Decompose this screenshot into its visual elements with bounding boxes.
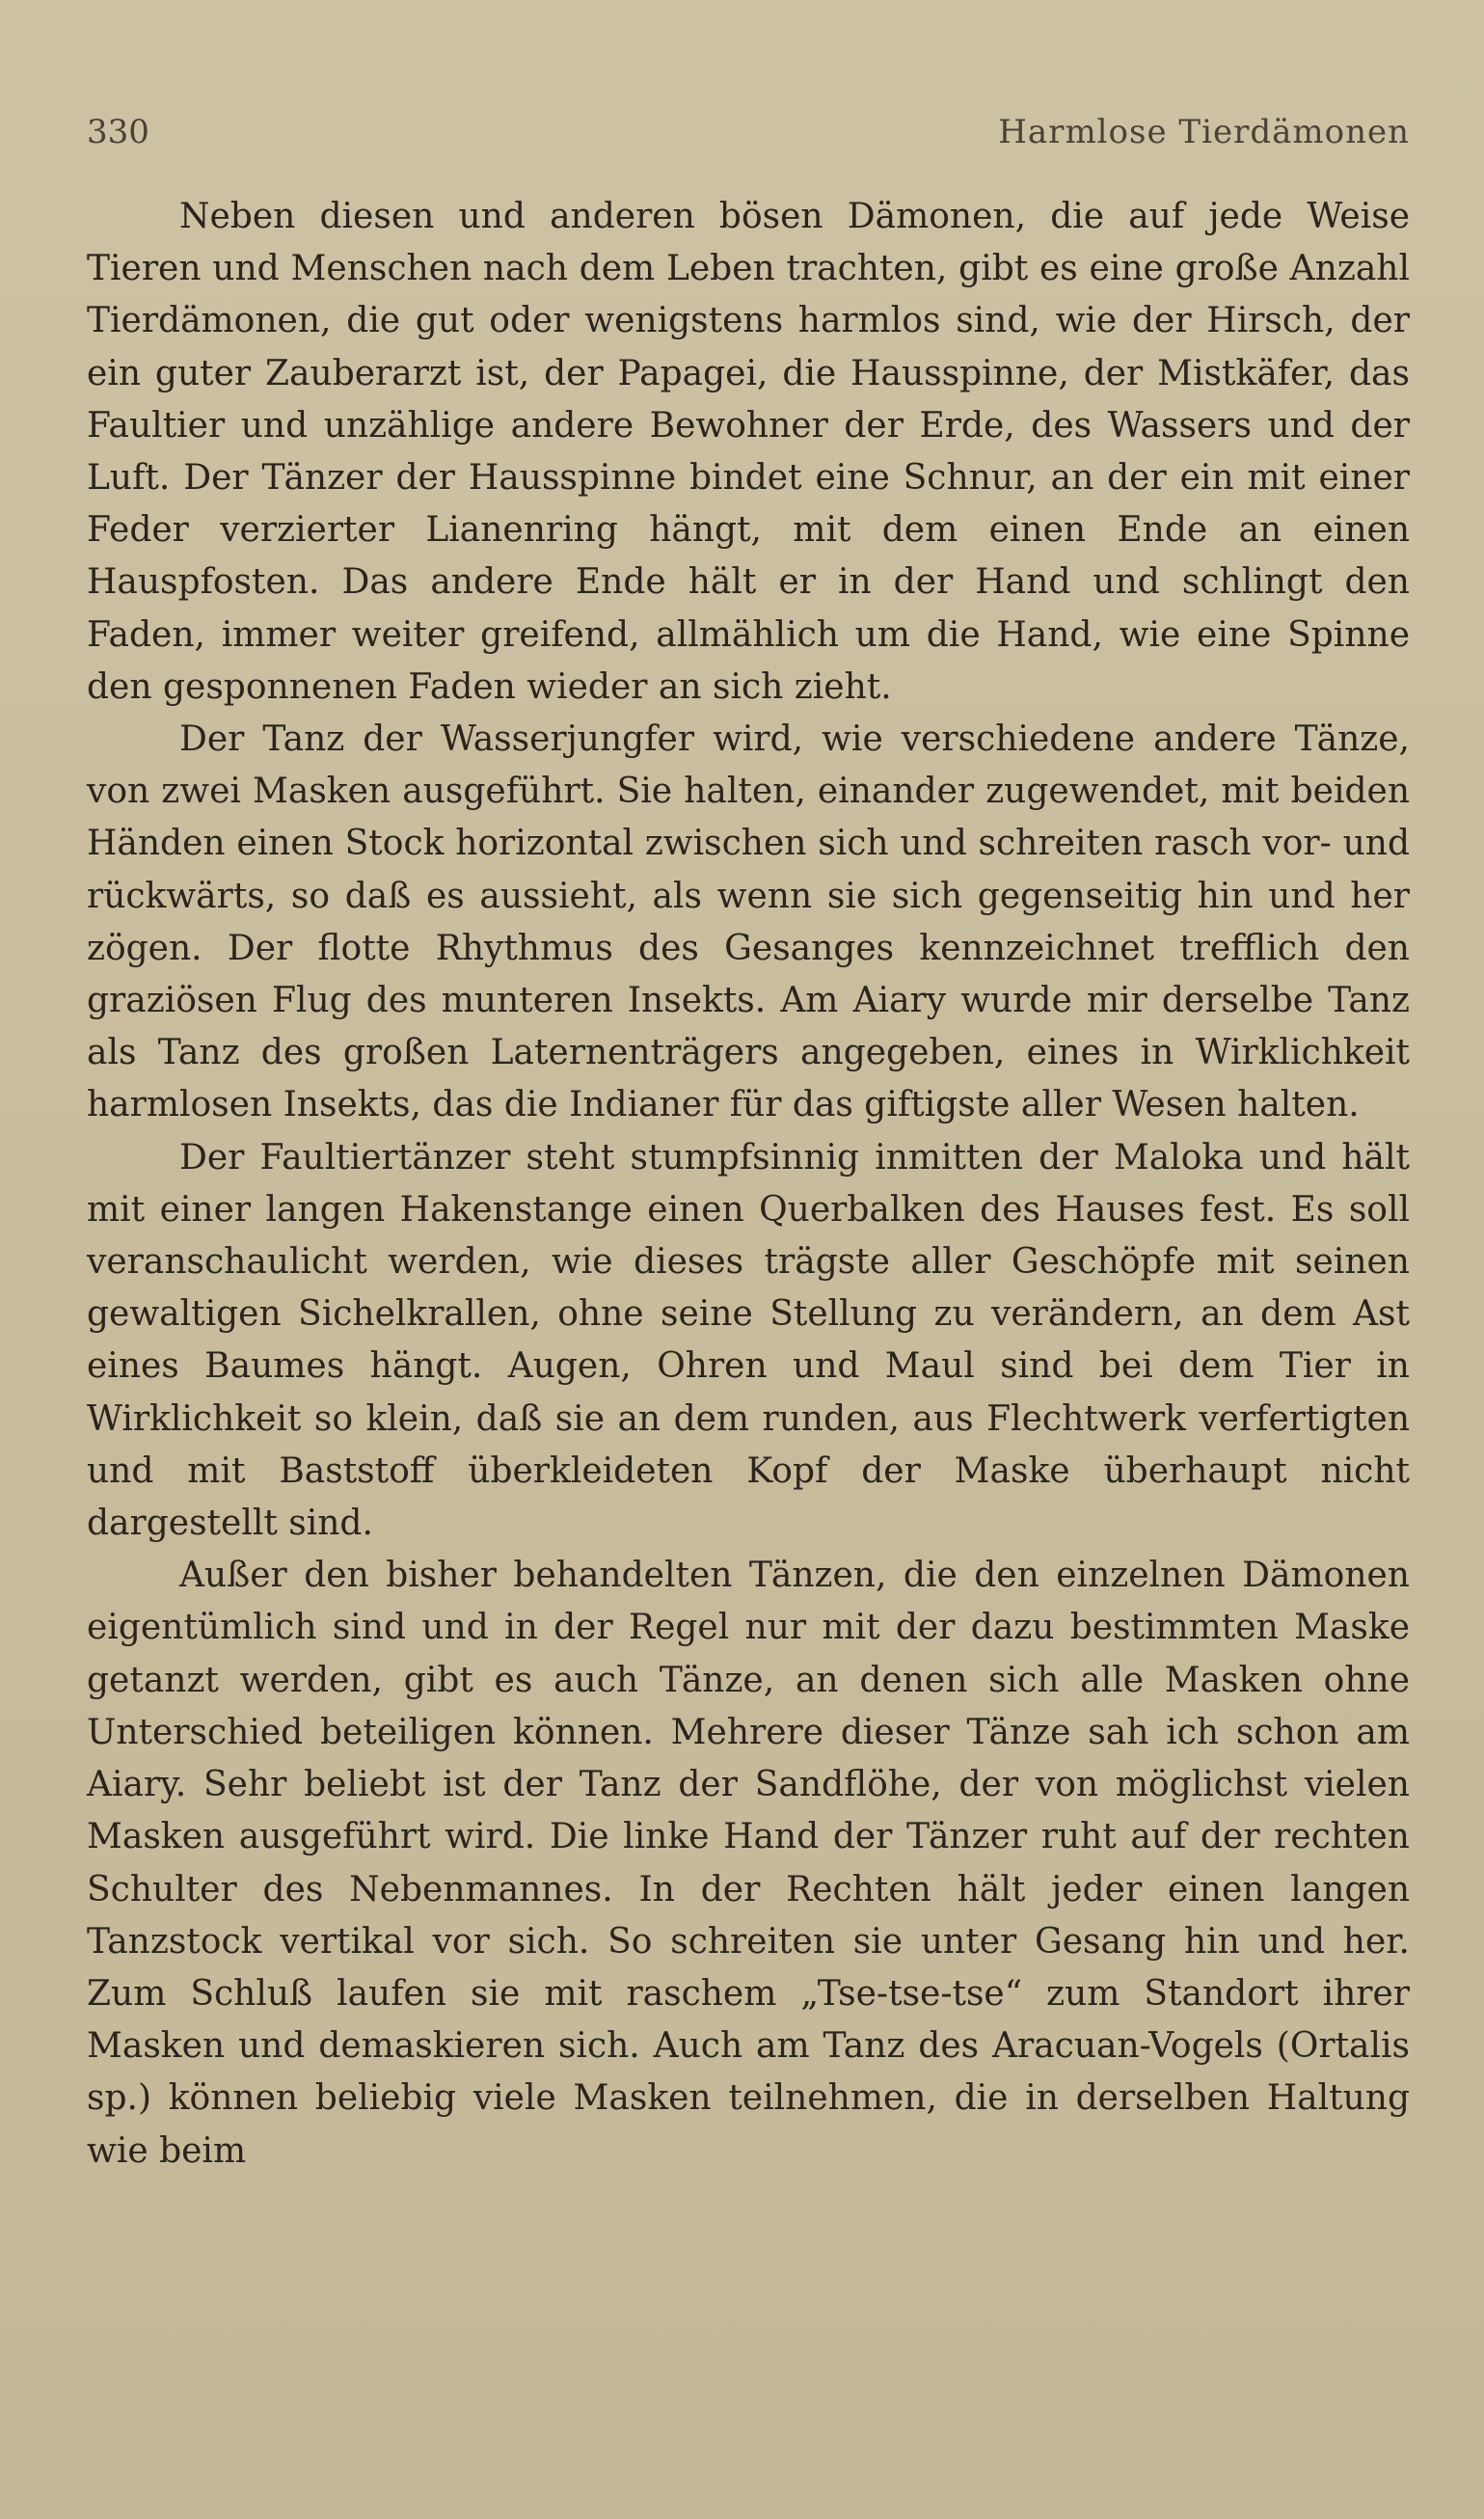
paragraph: Der Faultiertänzer steht stumpfsinnig inmitten der Maloka und hält mit einer langen Hakenstange einen Querbalken des Hauses fest. Es soll veranschaulicht werden, wie dieses trägste aller Geschöpfe mit seinen gewaltigen Sichelkrallen, ohne seine Stellung zu verändern, an dem Ast eines Baumes hängt. Augen, Ohren und Maul sind bei dem Tier in Wirklichkeit so klein, daß sie an dem runden, aus Flechtwerk verfertigten und mit Baststoff überkleideten Kopf der Maske überhaupt nicht dargestellt sind. (87, 1137, 1410, 1544)
running-title: Harmlose Tierdämonen (998, 113, 1410, 151)
page-header (87, 108, 1410, 156)
paragraph: Außer den bisher behandelten Tänzen, die den einzelnen Dämonen eigentümlich sind und in der Regel nur mit der dazu bestimmten Maske getanzt werden, gibt es auch Tänze, an denen sich alle Masken ohne Unterschied beteiligen können. Mehrere dieser Tänze sah ich schon am Aiary. Sehr beliebt ist der Tanz der Sandflöhe, der von möglichst vielen Masken ausgeführt wird. Die linke Hand der Tänzer ruht auf der rechten Schulter des Nebenmannes. In der Rechten hält jeder einen langen Tanzstock vertikal vor sich. So schreiten sie unter Gesang hin und her. Zum Schluß laufen sie mit raschem „Tse-tse-tse“ zum Standort ihrer Masken und demaskieren sich. Auch am Tanz des Aracuan-Vogels (Ortalis sp.) können beliebig viele Masken teilnehmen, die in derselben Haltung wie beim (87, 1556, 1410, 2171)
paragraph: Neben diesen und anderen bösen Dämonen, die auf jede Weise Tieren und Menschen nach dem Leben trachten, gibt es eine große Anzahl Tierdämonen, die gut oder wenigstens harmlos sind, wie der Hirsch, der ein guter Zauberarzt ist, der Papagei, die Hausspinne, der Mistkäfer, das Faultier und unzählige andere Bewohner der Erde, des Wassers und der Luft. Der Tänzer der Hausspinne bindet eine Schnur, an der ein mit einer Feder verzierter Lianenring hängt, mit dem einen Ende an einen Hauspfosten. Das andere Ende hält er in der Hand und schlingt den Faden, immer weiter greifend, allmählich um die Hand, wie eine Spinne den gesponnenen Faden wieder an sich zieht. (87, 197, 1410, 707)
paragraph: Der Tanz der Wasserjungfer wird, wie verschiedene andere Tänze, von zwei Masken ausgeführt. Sie halten, einander zugewendet, mit beiden Händen einen Stock horizontal zwischen sich und schreiten rasch vor- und rückwärts, so daß es aussieht, als wenn sie sich gegenseitig hin und her zögen. Der flotte Rhythmus des Gesanges kennzeichnet trefflich den graziösen Flug des munteren Insekts. Am Aiary wurde mir derselbe Tanz als Tanz des großen Laternenträgers angegeben, eines in Wirklichkeit harmlosen Insekts, das die Indianer für das giftigste aller Wesen halten. (87, 719, 1410, 1125)
body-text (87, 191, 1410, 2178)
page-number: 330 (87, 113, 149, 151)
